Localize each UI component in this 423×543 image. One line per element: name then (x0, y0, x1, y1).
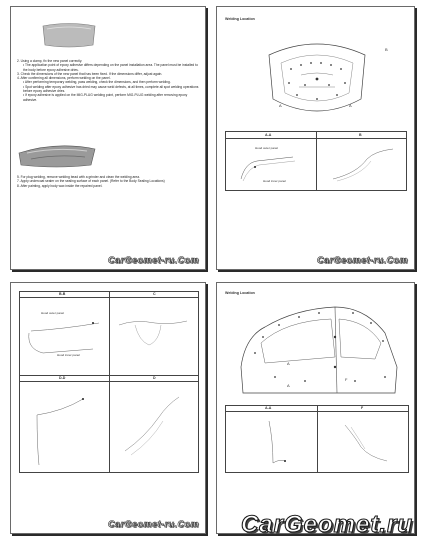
manual-page-4 (216, 282, 415, 534)
grid-header-line-1 (19, 297, 199, 298)
step-4-note-3: • If epoxy adhesive is applied on the MIG-PLUG welding point, perform MIG-PLUG welding after removing epoxy adhesive. (23, 93, 188, 102)
watermark: CarGeomet-ru.Com (107, 519, 199, 529)
section-a-a-drawing (233, 415, 313, 469)
callout-a-top: A (287, 361, 290, 366)
section-c: C (153, 292, 156, 296)
step-4-note-1: • After performing temporary welding, pass welding, check the dimensions, and then perform welding. (23, 80, 171, 85)
grid-divider (317, 405, 318, 473)
callout-a-left: A (279, 103, 282, 108)
section-b-drawing (327, 143, 401, 187)
grid-header-line-2 (19, 381, 199, 382)
grid-header-line (225, 411, 409, 412)
callout-a-bottom: A (287, 383, 290, 388)
note-inner: Hood inner panel (57, 353, 80, 357)
grid-divider (316, 131, 317, 191)
section-a-a: A-A (265, 133, 272, 137)
section-f-drawing (325, 417, 405, 469)
section-d-drawing (115, 387, 195, 467)
note-outer: Hood outer panel (255, 146, 279, 150)
step-7: 7. Apply undercoat sealer on the sealing surface of each panel. (Refer to the Body Sealing Locations) (17, 179, 165, 184)
section-d-d: D-D (59, 376, 66, 380)
page-header: Welding Location (225, 17, 255, 21)
step-5: 5. For plug welding, remove welding bead with a grinder and clean the welding area. (17, 175, 140, 179)
step-4-note-2: • Spot welding after epoxy adhesive has dried may cause weld defects, at all times, complete all spot welding operations before epoxy adhesive dries. (23, 84, 199, 94)
section-b: B (359, 133, 362, 137)
step-2-note: • The application point of epoxy adhesive differs depending on the panel installation area. The panel must be installed to the body before epoxy adhesive dries. (23, 63, 198, 72)
callout-f: F (345, 377, 348, 382)
section-f: F (361, 406, 364, 410)
grid-divider-v (109, 291, 110, 473)
grid-mid-line (19, 375, 199, 376)
step-2: 2. Using a clamp, fix the new panel correctly. (17, 59, 83, 63)
note-inner: Hood inner panel (263, 179, 286, 183)
section-a-a: A-A (265, 406, 272, 410)
section-b-b-drawing (23, 303, 107, 371)
step-4: 4. After confirming all dimensions, perform welding on the panel. (17, 76, 111, 81)
section-c-drawing (115, 305, 195, 361)
hood-welding-diagram (261, 35, 373, 125)
note-outer: Hood outer panel (41, 311, 65, 315)
callout-a-right: A (349, 103, 352, 108)
section-a-a-drawing (233, 141, 313, 187)
body-side-welding-diagram (235, 297, 403, 405)
brand-watermark: CarGeomet.ru (240, 511, 413, 538)
page-header: Welding Location (225, 291, 255, 295)
section-d: D (153, 376, 156, 380)
manual-page-1 (10, 6, 206, 270)
hood-welding-photo (17, 139, 97, 169)
manual-page-2 (216, 6, 415, 270)
section-b-b: B-B (59, 292, 66, 296)
watermark: CarGeomet-ru.Com (107, 255, 199, 265)
steps-block-1 (17, 59, 201, 102)
step-3: 3. Check the dimensions of the new panel that has been fixed. If the dimensions differ, adjust again. (17, 71, 163, 76)
watermark: CarGeomet-ru.Com (316, 255, 408, 265)
step-8: 8. After painting, apply body wax inside the repaired panel. (17, 183, 103, 188)
manual-page-3 (10, 282, 206, 534)
section-d-d-drawing (23, 385, 107, 469)
callout-b: B (385, 47, 388, 52)
hood-panel-illustration (39, 21, 99, 51)
steps-block-2 (17, 175, 201, 188)
grid-header-line (225, 138, 407, 139)
